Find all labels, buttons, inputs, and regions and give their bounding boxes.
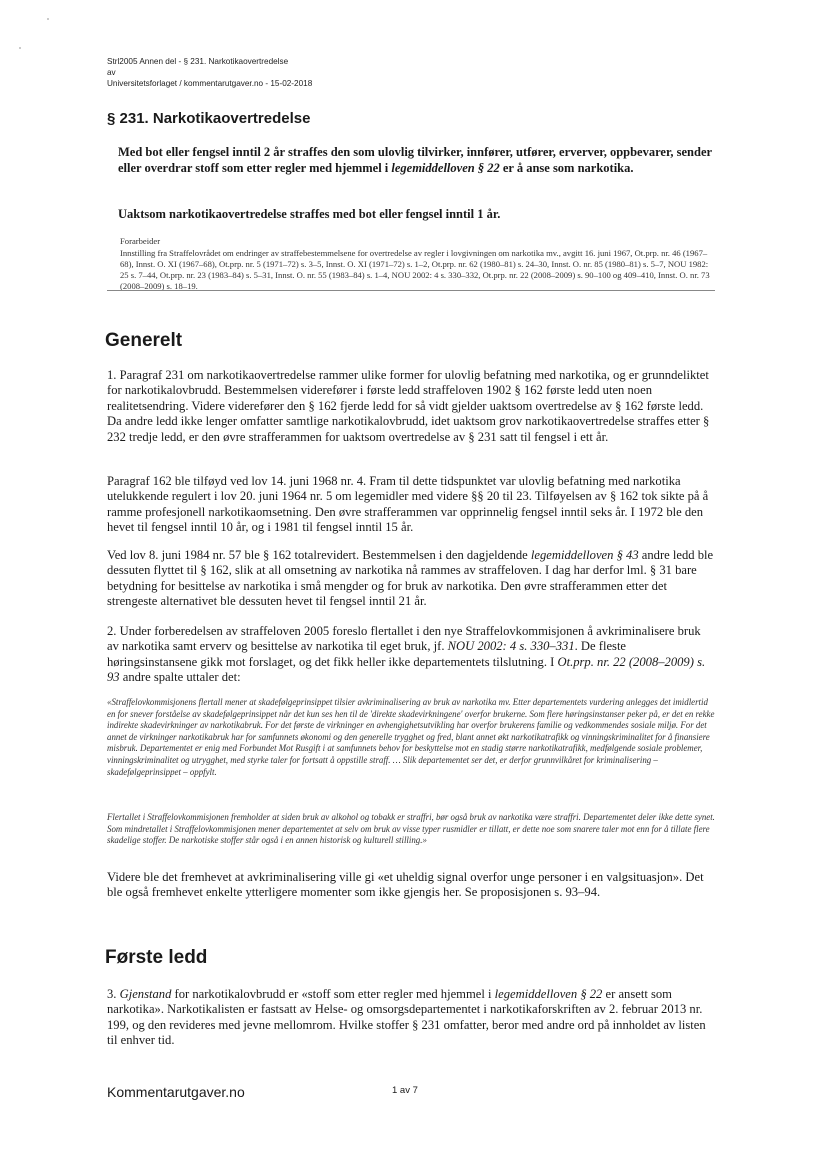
forarbeider-block bbox=[120, 236, 716, 292]
paragraph: 1. Paragraf 231 om narkotikaovertredelse rammer ulike former for ulovlig befatning med narkotika, og er grunndeliktet for narkotikalovbrudd. Bestemmelsen viderefører i første ledd straffeloven 1902 § 162 første ledd uten noen realitetsendring. Videre viderefører den § 162 fjerde ledd for så vidt gjelder uaktsom overtredelse av § 162 første ledd. Da andre ledd ikke lenger omfatter samtlige narkotikalovbrudd, idet uaktsom grov narkotikaovertredelse straffes etter § 232 tredje ledd, er den øvre strafferammen for uaktsom overtredelse av § 231 satt til fengsel i ett år. bbox=[107, 368, 710, 444]
forarbeider-text: Innstilling fra Straffelovrådet om endringer av straffebestemmelsene for overtredelse av regler i lovgivningen om narkotika mv., avgitt 16. juni 1967, Ot.prp. nr. 46 (1967–68), Innst. O. XI (1967–68), Ot.prp. nr. 5 (1971–72) s. 3–5, Innst. O. XI (1971–72) s. 1–2, Ot.prp. nr. 62 (1980–81) s. 24–30, Innst. O. nr. 85 (1980–81) s. 5–7, NOU 1982: 25 s. 7–44, Ot.prp. nr. 23 (1983–84) s. 5–31, Innst. O. nr. 55 (1983–84) s. 1–4, NOU 2002: 4 s. 330–332, Ot.prp. nr. 22 (2008–2009) s. 90–100 og 409–410, Innst. O. nr. 73 (2008–2009) s. 18–19. bbox=[120, 248, 710, 291]
divider bbox=[107, 290, 715, 291]
forarbeider-heading: Forarbeider bbox=[120, 236, 161, 246]
footer-site-name: Kommentarutgaver.no bbox=[107, 1084, 245, 1100]
paragraph-text: for narkotikalovbrudd er «stoff som etter regler med hjemmel i bbox=[171, 987, 495, 1001]
header-line: av bbox=[107, 68, 116, 77]
paragraph: Paragraf 162 ble tilføyd ved lov 14. juni 1968 nr. 4. Fram til dette tidspunktet var ulovlig befatning med narkotika utelukkende regulert i lov 20. juni 1964 nr. 5 om legemidler med videre §§ 20 til 23. Tilføyelsen av § 162 tok sikte på å ramme profesjonell narkotikaomsetning. Den øvre strafferammen var opprinnelig fengsel inntil seks år. I 1972 ble den hevet til fengsel inntil 10 år, og i 1981 til fengsel inntil 15 år. bbox=[107, 474, 709, 535]
paragraph-text: andre ledd ble dessuten flyttet til § 162, slik at all omsetning av narkotika nå rammes av straffeloven. I dag har derfor lml. § 31 bare betydning for besittelse av narkotika i små mengder og for bruk av narkotika. Den øvre strafferammen etter det strengeste alternativet ble dessuten hevet til fengsel inntil 21 år. bbox=[107, 548, 714, 609]
nou-reference-link[interactable]: NOU 2002: 4 s. 330–331 bbox=[447, 639, 575, 654]
document-header bbox=[107, 56, 312, 89]
law-text: Med bot eller fengsel inntil 2 år straffes den som ulovlig tilvirker, innfører, utfører, erverver, oppbevarer, sender eller overdrar stoff som etter regler med hjemmel i bbox=[118, 145, 712, 175]
paragraph-text: . De fleste høringsinstansene gikk mot forslaget, og det fikk heller ikke departementets tilslutning. I bbox=[107, 639, 627, 669]
otprp-reference-link[interactable]: Ot.prp. nr. 22 (2008–2009) s. 93 bbox=[107, 654, 706, 685]
paragraph-text: er ansett som narkotika». Narkotikalisten er fastsatt av Helse- og omsorgsdepartementet i narkotikaforskriften av 2. februar 2013 nr. 199, og den revideres med jevne mellomrom. Hvilke stoffer § 231 omfatter, beror med andre ord på innholdet av listen til enhver tid. bbox=[107, 987, 706, 1048]
law-text: er å anse som narkotika. bbox=[499, 161, 634, 175]
scan-speck bbox=[19, 47, 21, 49]
paragraph-emphasis: Gjenstand bbox=[119, 987, 172, 1001]
paragraph-text: Ved lov 8. juni 1984 nr. 57 ble § 162 totalrevidert. Bestemmelsen i den dagjeldende bbox=[107, 548, 531, 562]
section-title: § 231. Narkotikaovertredelse bbox=[107, 110, 311, 127]
heading-forste-ledd: Første ledd bbox=[105, 947, 208, 968]
law-reference-link[interactable]: legemiddelloven § 22 bbox=[391, 161, 500, 175]
law-text-second-paragraph: Uaktsom narkotikaovertredelse straffes med bot eller fengsel inntil 1 år. bbox=[118, 207, 501, 221]
header-line: Strl2005 Annen del - § 231. Narkotikaovertredelse bbox=[107, 57, 289, 66]
law-reference-link[interactable]: legemiddelloven § 22 bbox=[494, 987, 603, 1001]
quote-block: Flertallet i Straffelovkommisjonen fremholder at siden bruk av alkohol og tobakk er straffri, bør også bruk av narkotika være straffri. Departementet deler ikke dette synet. Som mindretallet i Straffelovkommisjonen mener departementet at selv om bruk av visse typer rusmidler er tillatt, er dette noe som snarere taler mot enn for å tillate flere skadelige stoffer. De narkotiske stoffer står også i en annen historisk og kulturell stilling.» bbox=[107, 812, 715, 846]
law-text-first-paragraph bbox=[118, 144, 718, 176]
paragraph bbox=[107, 624, 715, 686]
heading-generelt: Generelt bbox=[105, 330, 183, 351]
scan-speck bbox=[47, 18, 49, 20]
law-reference-link[interactable]: legemiddelloven § 43 bbox=[530, 548, 639, 562]
header-line: Universitetsforlaget / kommentarutgaver.no - 15-02-2018 bbox=[107, 79, 313, 88]
quote-block: «Straffelovkommisjonens flertall mener at skadefølgeprinsippet tilsier avkriminalisering av bruk av narkotika mv. Etter departementets vurdering anlegges det imidlertid en for snever forståelse av skadefølgeprinsippet når det kun ses hen til de 'direkte skadevirkningene' overfor brukerne. Som flere høringsinstanser peker på, er det en rekke indirekte skadevirkninger av narkotikabruk. For det første de virkninger en avhengighetsutvikling har overfor brukerens familie og vedkommendes sosiale miljø. For det annet de virkninger narkotikabruk har for samfunnets økonomi og den generelle trygghet og fred, blant annet økt narkotikatrafikk og vinningskriminalitet for å finansiere misbruk. Departementet er enig med Forbundet Mot Rusgift i at samfunnets behov for beskyttelse mot en stadig større narkotikatrafikk, medfølgende sosiale problemer, vinningskriminalitet og utrygghet, med styrke taler for fortsatt å oppstille straff. … Slik departementet ser det, er derfor grunnvilkåret for kriminalisering – skadefølgeprinsippet – oppfylt. bbox=[107, 697, 715, 777]
paragraph: Videre ble det fremhevet at avkriminalisering ville gi «et uheldig signal overfor unge personer i en valgsituasjon». Det ble også fremhevet enkelte ytterligere momenter som ikke gjengis her. Se proposisjonen s. 93–94. bbox=[107, 870, 704, 900]
paragraph-text: 3. bbox=[107, 987, 120, 1001]
footer-page-number: 1 av 7 bbox=[392, 1085, 418, 1096]
paragraph-text: 2. Under forberedelsen av straffeloven 2005 foreslo flertallet i den nye Straffelovkommisjonen å avkriminalisere bruk av narkotika samt erverv og besittelse av narkotika til eget bruk, jf. bbox=[107, 624, 701, 654]
paragraph bbox=[107, 987, 715, 1049]
paragraph bbox=[107, 548, 715, 610]
paragraph-text: andre spalte uttaler det: bbox=[119, 670, 241, 685]
